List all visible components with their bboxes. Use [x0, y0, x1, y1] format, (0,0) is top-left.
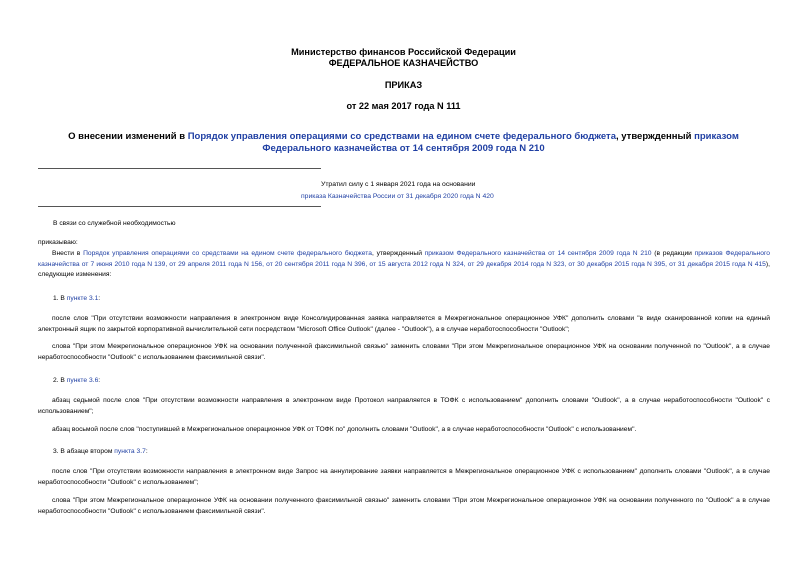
item-3-heading: 3. В абзаце втором пункта 3.7:: [53, 448, 148, 455]
paragraph-item1-b: слова "При этом Межрегиональное операционное УФК на основании полученной факсимильной связью" заменить словами "При этом Межрегиональное операционное УФК на основании полученной по "Outlook", а в случае неработоспособности "Outlook" с использованием факсимильной связи".: [38, 343, 770, 361]
paragraph-item2-b: абзац восьмой после слов "поступившей в Межрегиональное операционное УФК от ТОФК по" дополнить словами "Outlook", а в случае неработоспособности "Outlook" с использованием".: [52, 426, 637, 433]
link-point-3-7[interactable]: пункта 3.7: [114, 448, 146, 455]
link-amending-decrees[interactable]: приказов Федерального казначейства от 7 июня 2010 года N 139, от 29 апреля 2011 года N 156, от 20 сентября 2011 года N 396, от 15 августа 2012 года N 324, от 29 декабря 2014 года N 323, от 30 декабря 2015 года N 395, от 31 декабря 2015 года N 415: [38, 250, 770, 268]
paragraph-item1-a: после слов "При отсутствии возможности направления в электронном виде Консолидированная заявка направляется в Межрегиональное операционное УФК" дополнить словами "в виде сканированной копии на единый электронный ящик по закрытой корпоративной вычислительной сети посредством "Microsoft Office Outlook" (далее - "Outlook"), а в случае неработоспособности "Outlook";: [38, 315, 770, 333]
divider-top: [38, 168, 321, 169]
link-point-3-1[interactable]: пункте 3.1: [66, 295, 99, 302]
repeal-note-link[interactable]: приказа Казначейства России от 31 декабря 2020 года N 420: [301, 193, 494, 200]
link-order-procedure[interactable]: Порядок управления операциями со средствами на едином счете федерального бюджета: [83, 250, 372, 257]
repeal-note-line: Утратил силу с 1 января 2021 года на основании: [321, 181, 476, 188]
title-prefix: О внесении изменений в: [68, 131, 188, 142]
agency-name: ФЕДЕРАЛЬНОЕ КАЗНАЧЕЙСТВО: [328, 58, 479, 68]
title-link-order[interactable]: Порядок управления операциями со средствами на едином счете федерального бюджета: [187, 131, 616, 142]
paragraph-reason: В связи со служебной необходимостью: [53, 220, 176, 227]
item-2-heading: 2. В пункте 3.6:: [53, 377, 101, 384]
paragraph-item3-a: после слов "При отсутствии возможности направления в электронном виде Запрос на аннулирование заявки направляется в Межрегиональное операционное УФК с использованием" дополнить словами "Outlook", а в случае неработоспособности "Outlook" с использованием";: [38, 468, 770, 486]
doc-type: ПРИКАЗ: [384, 80, 423, 90]
paragraph-changes: Внести в Порядок управления операциями со средствами на едином счете федерального бюджета, утвержденный приказом Федерального казначейства от 14 сентября 2009 года N 210 (в редакции приказов Федерального казначейства от 7 июня 2010 года N 139, от 29 апреля 2011 года N 156, от 20 сентября 2011 года N 396, от 15 августа 2012 года N 324, от 29 декабря 2014 года N 323, от 30 декабря 2015 года N 395, от 31 декабря 2015 года N 415), следующие изменения:: [38, 250, 770, 278]
link-point-3-6[interactable]: пункте 3.6: [66, 377, 99, 384]
ministry-name: Министерство финансов Российской Федерации: [291, 47, 516, 57]
title-mid: , утвержденный: [616, 131, 695, 142]
item-1-heading: 1. В пункте 3.1:: [53, 295, 101, 302]
divider-bottom: [38, 206, 321, 207]
paragraph-item3-b: слова "При этом Межрегиональное операционное УФК на основании полученного факсимильной связью" заменить словами "При этом Межрегиональное операционное УФК на основании полученного по "Outlook" а в случае неработоспособности "Outlook" с использованием факсимильной связи".: [38, 497, 770, 515]
doc-title: [40, 131, 767, 155]
link-decree-210[interactable]: приказом Федерального казначейства от 14 сентября 2009 года N 210: [424, 250, 652, 257]
doc-date-number: от 22 мая 2017 года N 111: [346, 101, 461, 111]
paragraph-order: приказываю:: [38, 239, 78, 246]
title-link-decree[interactable]: приказом Федерального казначейства от 14 сентября 2009 года N 210: [262, 131, 739, 154]
paragraph-item2-a: абзац седьмой после слов "При отсутствии возможности направления в электронном виде Протокол направляется в ТОФК с использованием" дополнить словами "Outlook", а в случае неработоспособности "Outlook" с использованием";: [38, 397, 770, 415]
